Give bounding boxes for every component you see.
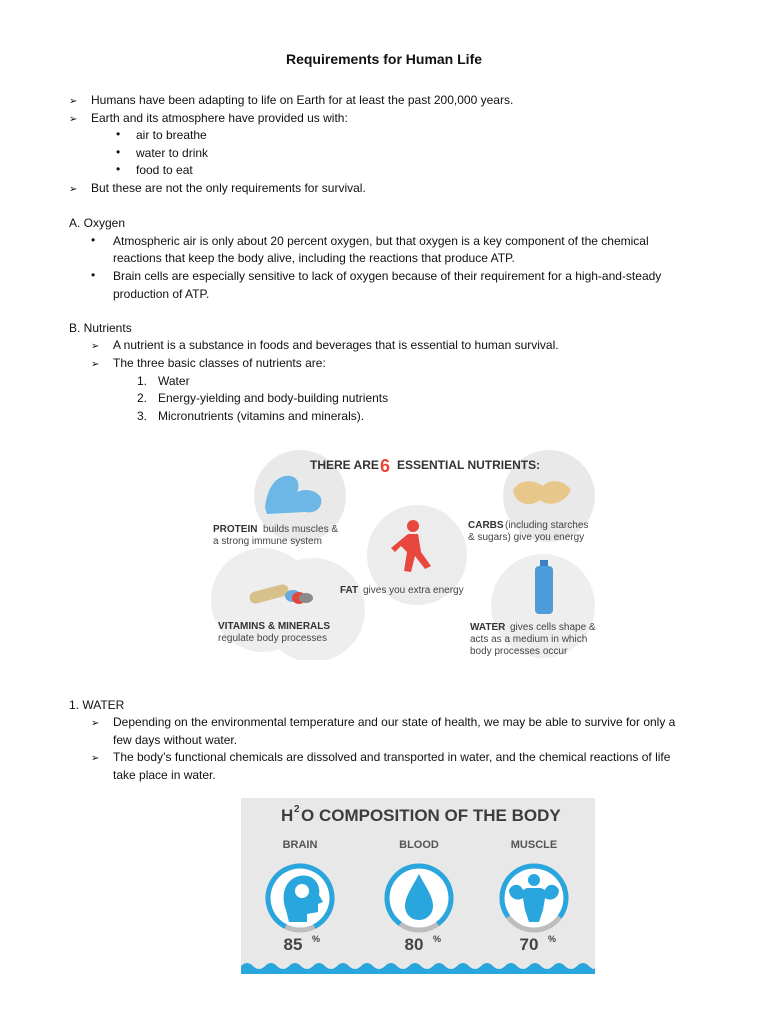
carbs-desc: & sugars) give you energy: [468, 532, 585, 543]
nutrients-item: The three basic classes of nutrients are:: [113, 356, 326, 370]
water-desc: gives cells shape &: [510, 622, 596, 633]
section-heading-nutrients: B. Nutrients: [69, 321, 132, 335]
list-number: 1.: [137, 374, 148, 388]
intro-subitem: food to eat: [136, 163, 193, 177]
water-bottle-icon: [535, 560, 553, 614]
arrow-bullet-icon: ➢: [69, 184, 78, 195]
section-heading-water: 1. WATER: [69, 698, 125, 712]
intro-item: But these are not the only requirements for survival.: [91, 181, 366, 195]
brain-unit: %: [312, 934, 321, 944]
infographic-title-pre: THERE ARE: [310, 458, 379, 472]
bullet-icon: •: [116, 127, 121, 141]
bullet-icon: •: [116, 162, 121, 176]
nutrients-numbered-item: Water: [158, 374, 190, 388]
oxygen-bullet-line: Atmospheric air is only about 20 percent oxygen, but that oxygen is a key component of the chemical: [113, 234, 649, 248]
blood-unit: %: [433, 934, 442, 944]
oxygen-bullet-line: production of ATP.: [113, 287, 210, 301]
fat-desc: gives you extra energy: [363, 585, 464, 596]
protein-label: PROTEIN: [213, 524, 258, 535]
infographic-title-post: ESSENTIAL NUTRIENTS:: [397, 458, 541, 472]
brain-value: 85: [283, 935, 303, 954]
bullet-icon: •: [91, 233, 96, 247]
nutrients-infographic-art: [205, 448, 645, 660]
h2o-title-h: H: [281, 806, 294, 825]
bullet-icon: •: [116, 145, 121, 159]
muscle-value: 70: [519, 935, 539, 954]
nutrients-item: A nutrient is a substance in foods and beverages that is essential to human survival.: [113, 338, 559, 352]
intro-subitem: air to breathe: [136, 128, 207, 142]
oxygen-bullet-line: Brain cells are especially sensitive to lack of oxygen because of their requirement for a high-and-steady: [113, 269, 662, 283]
water-item-line: The body’s functional chemicals are dissolved and transported in water, and the chemical reactions of life: [113, 750, 671, 764]
arrow-bullet-icon: ➢: [91, 359, 100, 370]
nutrients-infographic: [205, 448, 645, 660]
list-number: 2.: [137, 391, 148, 405]
blood-value: 80: [404, 935, 424, 954]
fat-label: FAT: [340, 585, 359, 596]
section-heading-oxygen: A. Oxygen: [69, 216, 126, 230]
carbs-desc: (including starches: [505, 520, 589, 531]
arrow-bullet-icon: ➢: [91, 718, 100, 729]
nutrients-numbered-item: Energy-yielding and body-building nutrients: [158, 391, 389, 405]
muscle-label: MUSCLE: [510, 839, 558, 851]
water-item-line: Depending on the environmental temperature and our state of health, we may be able to survive for only a: [113, 715, 676, 729]
vitamins-circle-right: [261, 558, 365, 660]
blood-label: BLOOD: [399, 839, 439, 851]
nutrients-numbered-item: Micronutrients (vitamins and minerals).: [158, 409, 365, 423]
intro-item: Earth and its atmosphere have provided us with:: [91, 111, 348, 125]
water-label: WATER: [470, 622, 506, 633]
vitamins-desc: regulate body processes: [218, 633, 327, 644]
page-title: Requirements for Human Life: [285, 51, 483, 67]
intro-subitem: water to drink: [136, 146, 209, 160]
brain-label: BRAIN: [282, 839, 318, 851]
infographic-title-number: 6: [380, 456, 391, 476]
protein-desc: builds muscles &: [263, 524, 339, 535]
arrow-bullet-icon: ➢: [91, 341, 100, 352]
vitamins-label: VITAMINS & MINERALS: [218, 621, 331, 632]
h2o-title-sub: 2: [294, 804, 300, 815]
arrow-bullet-icon: ➢: [69, 114, 78, 125]
water-desc: acts as a medium in which: [470, 634, 588, 645]
intro-item: Humans have been adapting to life on Earth for at least the past 200,000 years.: [91, 93, 514, 107]
arrow-bullet-icon: ➢: [69, 96, 78, 107]
list-number: 3.: [137, 409, 148, 423]
h2o-composition-infographic: [241, 798, 595, 974]
protein-desc: a strong immune system: [213, 536, 322, 547]
muscle-unit: %: [548, 934, 557, 944]
water-item-line: few days without water.: [113, 733, 238, 747]
h2o-infographic-art: [241, 798, 595, 974]
arrow-bullet-icon: ➢: [91, 753, 100, 764]
h2o-title-rest: O COMPOSITION OF THE BODY: [301, 806, 561, 825]
bullet-icon: •: [91, 268, 96, 282]
water-desc: body processes occur: [470, 646, 568, 657]
oxygen-bullet-line: reactions that keep the body alive, including the reactions that produce ATP.: [113, 251, 515, 265]
carbs-label: CARBS: [468, 520, 504, 531]
water-item-line: take place in water.: [113, 768, 216, 782]
